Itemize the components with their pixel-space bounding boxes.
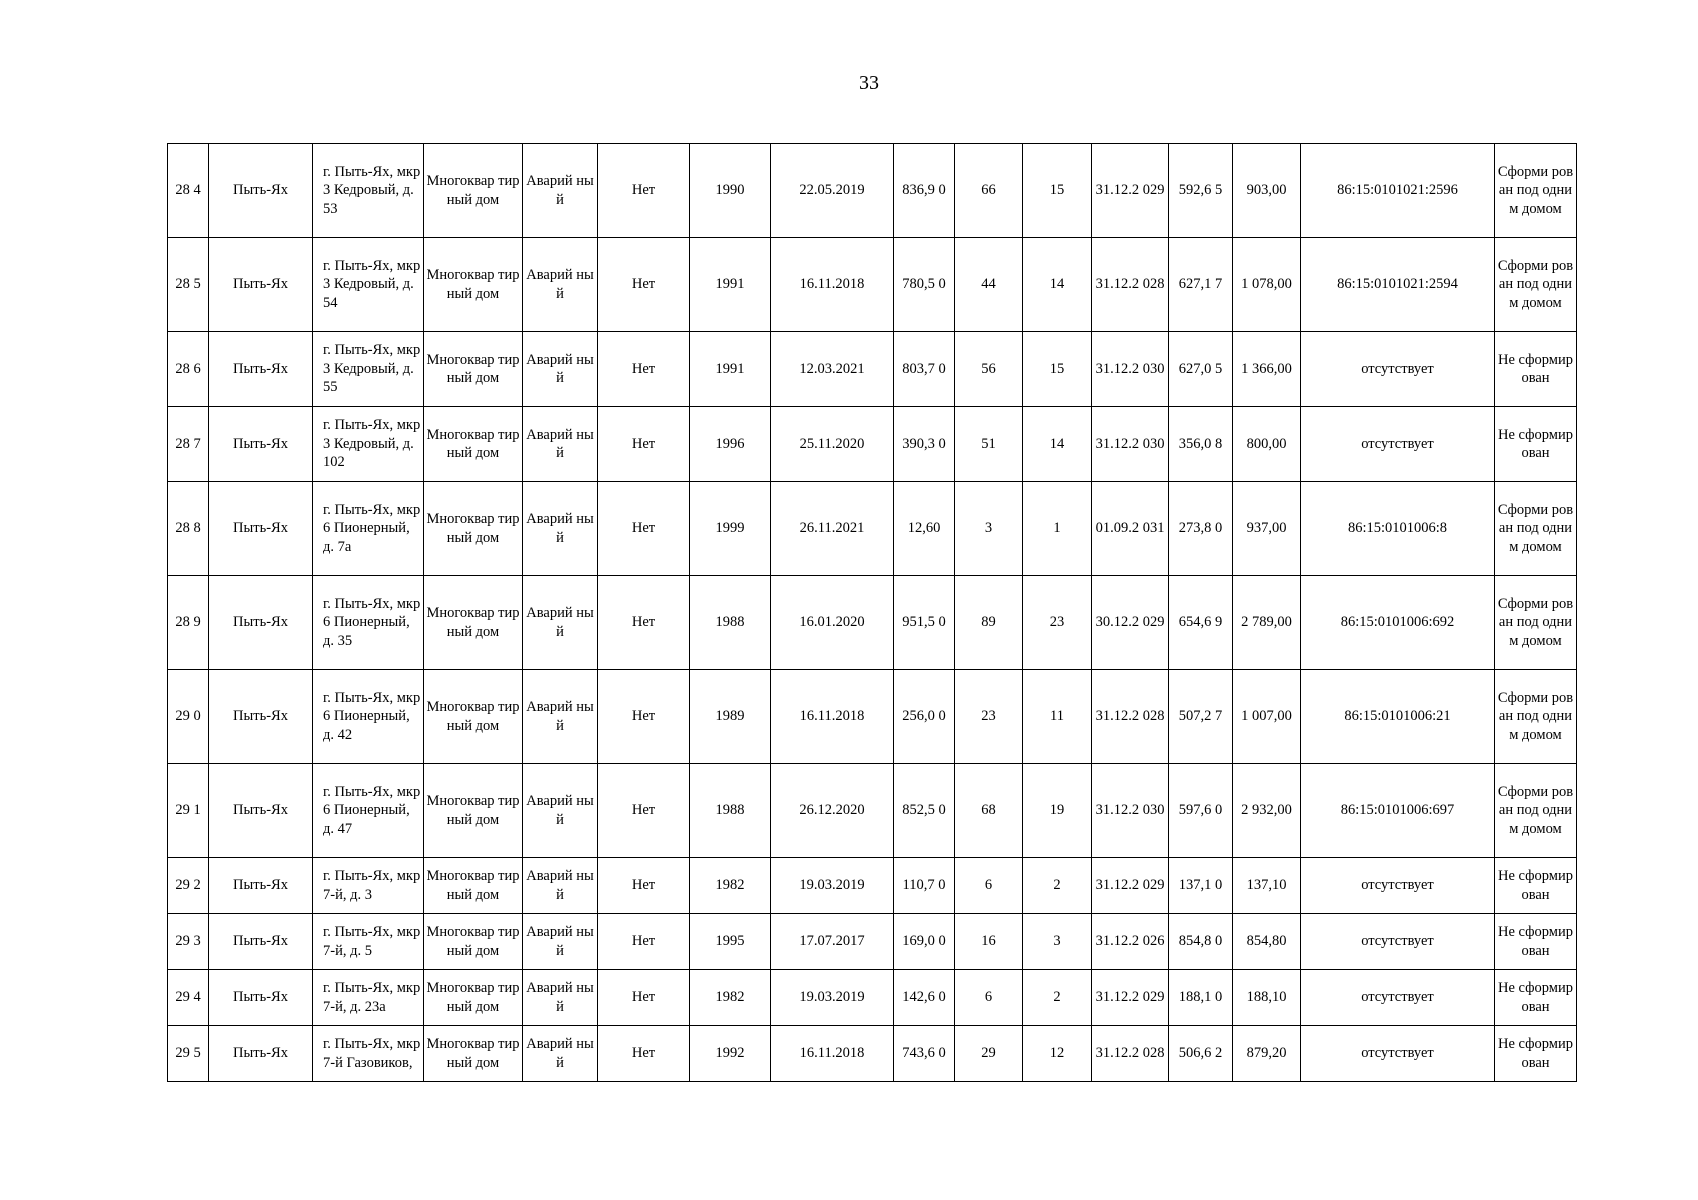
residents-cell: 6 xyxy=(955,970,1023,1026)
land-area-cell: 800,00 xyxy=(1233,407,1301,482)
address-cell: г. Пыть-Ях, мкр 6 Пионерный, д. 47 xyxy=(313,764,424,858)
row-number-cell: 28 7 xyxy=(168,407,209,482)
table-row xyxy=(168,332,1577,407)
row-number-cell: 28 4 xyxy=(168,144,209,238)
living-area-cell: 654,6 9 xyxy=(1169,576,1233,670)
address-cell: г. Пыть-Ях, мкр 7-й Газовиков, xyxy=(313,1026,424,1082)
apartments-cell: 14 xyxy=(1023,407,1092,482)
living-area-cell: 273,8 0 xyxy=(1169,482,1233,576)
row-number-cell: 29 3 xyxy=(168,914,209,970)
area-cell: 110,7 0 xyxy=(894,858,955,914)
table-row xyxy=(168,407,1577,482)
residents-cell: 16 xyxy=(955,914,1023,970)
page-number: 33 xyxy=(859,72,879,94)
living-area-cell: 507,2 7 xyxy=(1169,670,1233,764)
building-type-cell: Многоквар тирный дом xyxy=(424,970,523,1026)
city-cell: Пыть-Ях xyxy=(209,1026,313,1082)
land-area-cell: 1 007,00 xyxy=(1233,670,1301,764)
cadastral-number-cell: 86:15:0101021:2594 xyxy=(1301,238,1495,332)
year-cell: 1982 xyxy=(690,858,771,914)
year-cell: 1990 xyxy=(690,144,771,238)
living-area-cell: 592,6 5 xyxy=(1169,144,1233,238)
cadastral-number-cell: 86:15:0101021:2596 xyxy=(1301,144,1495,238)
condition-cell: Аварий ный xyxy=(523,576,598,670)
deadline-cell: 31.12.2 028 xyxy=(1092,1026,1169,1082)
year-cell: 1991 xyxy=(690,332,771,407)
building-type-cell: Многоквар тирный дом xyxy=(424,332,523,407)
condition-cell: Аварий ный xyxy=(523,858,598,914)
row-number-cell: 28 6 xyxy=(168,332,209,407)
land-status-cell: Не сформир ован xyxy=(1495,914,1577,970)
address-cell: г. Пыть-Ях, мкр 3 Кедровый, д. 54 xyxy=(313,238,424,332)
flag-cell: Нет xyxy=(598,576,690,670)
residents-cell: 89 xyxy=(955,576,1023,670)
apartments-cell: 15 xyxy=(1023,144,1092,238)
city-cell: Пыть-Ях xyxy=(209,764,313,858)
land-status-cell: Не сформир ован xyxy=(1495,332,1577,407)
area-cell: 12,60 xyxy=(894,482,955,576)
address-cell: г. Пыть-Ях, мкр 3 Кедровый, д. 53 xyxy=(313,144,424,238)
land-area-cell: 1 078,00 xyxy=(1233,238,1301,332)
deadline-cell: 31.12.2 030 xyxy=(1092,407,1169,482)
apartments-cell: 12 xyxy=(1023,1026,1092,1082)
recognition-date-cell: 16.01.2020 xyxy=(771,576,894,670)
land-status-cell: Не сформир ован xyxy=(1495,858,1577,914)
area-cell: 803,7 0 xyxy=(894,332,955,407)
city-cell: Пыть-Ях xyxy=(209,970,313,1026)
table-row xyxy=(168,970,1577,1026)
recognition-date-cell: 12.03.2021 xyxy=(771,332,894,407)
residents-cell: 51 xyxy=(955,407,1023,482)
recognition-date-cell: 26.11.2021 xyxy=(771,482,894,576)
residents-cell: 44 xyxy=(955,238,1023,332)
land-status-cell: Сформи рован под одним домом xyxy=(1495,144,1577,238)
flag-cell: Нет xyxy=(598,407,690,482)
table-row xyxy=(168,482,1577,576)
land-status-cell: Сформи рован под одним домом xyxy=(1495,482,1577,576)
area-cell: 743,6 0 xyxy=(894,1026,955,1082)
table-row xyxy=(168,764,1577,858)
address-cell: г. Пыть-Ях, мкр 7-й, д. 3 xyxy=(313,858,424,914)
cadastral-number-cell: 86:15:0101006:21 xyxy=(1301,670,1495,764)
cadastral-number-cell: отсутствует xyxy=(1301,1026,1495,1082)
city-cell: Пыть-Ях xyxy=(209,670,313,764)
living-area-cell: 188,1 0 xyxy=(1169,970,1233,1026)
building-type-cell: Многоквар тирный дом xyxy=(424,914,523,970)
area-cell: 390,3 0 xyxy=(894,407,955,482)
deadline-cell: 31.12.2 028 xyxy=(1092,238,1169,332)
land-status-cell: Не сформир ован xyxy=(1495,970,1577,1026)
land-status-cell: Сформи рован под одним домом xyxy=(1495,576,1577,670)
flag-cell: Нет xyxy=(598,238,690,332)
address-cell: г. Пыть-Ях, мкр 6 Пионерный, д. 35 xyxy=(313,576,424,670)
cadastral-number-cell: отсутствует xyxy=(1301,914,1495,970)
year-cell: 1988 xyxy=(690,764,771,858)
residents-cell: 3 xyxy=(955,482,1023,576)
flag-cell: Нет xyxy=(598,764,690,858)
condition-cell: Аварий ный xyxy=(523,407,598,482)
apartments-cell: 11 xyxy=(1023,670,1092,764)
deadline-cell: 31.12.2 029 xyxy=(1092,858,1169,914)
year-cell: 1992 xyxy=(690,1026,771,1082)
year-cell: 1999 xyxy=(690,482,771,576)
recognition-date-cell: 16.11.2018 xyxy=(771,238,894,332)
condition-cell: Аварий ный xyxy=(523,144,598,238)
living-area-cell: 854,8 0 xyxy=(1169,914,1233,970)
land-area-cell: 2 932,00 xyxy=(1233,764,1301,858)
flag-cell: Нет xyxy=(598,1026,690,1082)
flag-cell: Нет xyxy=(598,144,690,238)
condition-cell: Аварий ный xyxy=(523,970,598,1026)
building-type-cell: Многоквар тирный дом xyxy=(424,144,523,238)
address-cell: г. Пыть-Ях, мкр 6 Пионерный, д. 7а xyxy=(313,482,424,576)
row-number-cell: 29 0 xyxy=(168,670,209,764)
year-cell: 1991 xyxy=(690,238,771,332)
building-type-cell: Многоквар тирный дом xyxy=(424,238,523,332)
city-cell: Пыть-Ях xyxy=(209,238,313,332)
living-area-cell: 137,1 0 xyxy=(1169,858,1233,914)
recognition-date-cell: 25.11.2020 xyxy=(771,407,894,482)
row-number-cell: 28 5 xyxy=(168,238,209,332)
recognition-date-cell: 19.03.2019 xyxy=(771,858,894,914)
recognition-date-cell: 16.11.2018 xyxy=(771,670,894,764)
recognition-date-cell: 19.03.2019 xyxy=(771,970,894,1026)
cadastral-number-cell: отсутствует xyxy=(1301,407,1495,482)
city-cell: Пыть-Ях xyxy=(209,407,313,482)
table-row xyxy=(168,670,1577,764)
row-number-cell: 29 4 xyxy=(168,970,209,1026)
living-area-cell: 506,6 2 xyxy=(1169,1026,1233,1082)
row-number-cell: 28 9 xyxy=(168,576,209,670)
condition-cell: Аварий ный xyxy=(523,670,598,764)
table-row xyxy=(168,576,1577,670)
housing-registry-table xyxy=(167,143,1577,1082)
recognition-date-cell: 17.07.2017 xyxy=(771,914,894,970)
year-cell: 1982 xyxy=(690,970,771,1026)
building-type-cell: Многоквар тирный дом xyxy=(424,670,523,764)
residents-cell: 6 xyxy=(955,858,1023,914)
land-area-cell: 137,10 xyxy=(1233,858,1301,914)
residents-cell: 23 xyxy=(955,670,1023,764)
residents-cell: 56 xyxy=(955,332,1023,407)
deadline-cell: 31.12.2 030 xyxy=(1092,332,1169,407)
land-area-cell: 879,20 xyxy=(1233,1026,1301,1082)
land-status-cell: Не сформир ован xyxy=(1495,1026,1577,1082)
flag-cell: Нет xyxy=(598,332,690,407)
city-cell: Пыть-Ях xyxy=(209,482,313,576)
year-cell: 1989 xyxy=(690,670,771,764)
living-area-cell: 356,0 8 xyxy=(1169,407,1233,482)
recognition-date-cell: 26.12.2020 xyxy=(771,764,894,858)
living-area-cell: 597,6 0 xyxy=(1169,764,1233,858)
deadline-cell: 01.09.2 031 xyxy=(1092,482,1169,576)
building-type-cell: Многоквар тирный дом xyxy=(424,764,523,858)
row-number-cell: 29 1 xyxy=(168,764,209,858)
table-row xyxy=(168,144,1577,238)
condition-cell: Аварий ный xyxy=(523,482,598,576)
row-number-cell: 29 5 xyxy=(168,1026,209,1082)
cadastral-number-cell: 86:15:0101006:692 xyxy=(1301,576,1495,670)
cadastral-number-cell: отсутствует xyxy=(1301,970,1495,1026)
land-status-cell: Не сформир ован xyxy=(1495,407,1577,482)
land-area-cell: 2 789,00 xyxy=(1233,576,1301,670)
deadline-cell: 30.12.2 029 xyxy=(1092,576,1169,670)
table-row xyxy=(168,914,1577,970)
residents-cell: 66 xyxy=(955,144,1023,238)
area-cell: 780,5 0 xyxy=(894,238,955,332)
flag-cell: Нет xyxy=(598,858,690,914)
cadastral-number-cell: отсутствует xyxy=(1301,332,1495,407)
apartments-cell: 2 xyxy=(1023,970,1092,1026)
condition-cell: Аварий ный xyxy=(523,332,598,407)
residents-cell: 29 xyxy=(955,1026,1023,1082)
flag-cell: Нет xyxy=(598,670,690,764)
building-type-cell: Многоквар тирный дом xyxy=(424,407,523,482)
condition-cell: Аварий ный xyxy=(523,1026,598,1082)
condition-cell: Аварий ный xyxy=(523,764,598,858)
apartments-cell: 19 xyxy=(1023,764,1092,858)
address-cell: г. Пыть-Ях, мкр 3 Кедровый, д. 102 xyxy=(313,407,424,482)
area-cell: 169,0 0 xyxy=(894,914,955,970)
apartments-cell: 2 xyxy=(1023,858,1092,914)
condition-cell: Аварий ный xyxy=(523,238,598,332)
building-type-cell: Многоквар тирный дом xyxy=(424,1026,523,1082)
living-area-cell: 627,0 5 xyxy=(1169,332,1233,407)
deadline-cell: 31.12.2 030 xyxy=(1092,764,1169,858)
land-status-cell: Сформи рован под одним домом xyxy=(1495,238,1577,332)
table-row xyxy=(168,238,1577,332)
land-area-cell: 937,00 xyxy=(1233,482,1301,576)
land-status-cell: Сформи рован под одним домом xyxy=(1495,670,1577,764)
city-cell: Пыть-Ях xyxy=(209,858,313,914)
cadastral-number-cell: отсутствует xyxy=(1301,858,1495,914)
condition-cell: Аварий ный xyxy=(523,914,598,970)
area-cell: 836,9 0 xyxy=(894,144,955,238)
building-type-cell: Многоквар тирный дом xyxy=(424,576,523,670)
apartments-cell: 15 xyxy=(1023,332,1092,407)
flag-cell: Нет xyxy=(598,970,690,1026)
land-area-cell: 1 366,00 xyxy=(1233,332,1301,407)
city-cell: Пыть-Ях xyxy=(209,332,313,407)
cadastral-number-cell: 86:15:0101006:697 xyxy=(1301,764,1495,858)
address-cell: г. Пыть-Ях, мкр 7-й, д. 5 xyxy=(313,914,424,970)
living-area-cell: 627,1 7 xyxy=(1169,238,1233,332)
land-area-cell: 188,10 xyxy=(1233,970,1301,1026)
deadline-cell: 31.12.2 028 xyxy=(1092,670,1169,764)
residents-cell: 68 xyxy=(955,764,1023,858)
apartments-cell: 23 xyxy=(1023,576,1092,670)
row-number-cell: 28 8 xyxy=(168,482,209,576)
year-cell: 1995 xyxy=(690,914,771,970)
land-area-cell: 854,80 xyxy=(1233,914,1301,970)
land-status-cell: Сформи рован под одним домом xyxy=(1495,764,1577,858)
city-cell: Пыть-Ях xyxy=(209,576,313,670)
area-cell: 142,6 0 xyxy=(894,970,955,1026)
year-cell: 1996 xyxy=(690,407,771,482)
deadline-cell: 31.12.2 029 xyxy=(1092,970,1169,1026)
apartments-cell: 1 xyxy=(1023,482,1092,576)
apartments-cell: 3 xyxy=(1023,914,1092,970)
address-cell: г. Пыть-Ях, мкр 3 Кедровый, д. 55 xyxy=(313,332,424,407)
table-body xyxy=(168,144,1577,1082)
flag-cell: Нет xyxy=(598,482,690,576)
recognition-date-cell: 22.05.2019 xyxy=(771,144,894,238)
table-row xyxy=(168,858,1577,914)
recognition-date-cell: 16.11.2018 xyxy=(771,1026,894,1082)
area-cell: 256,0 0 xyxy=(894,670,955,764)
address-cell: г. Пыть-Ях, мкр 7-й, д. 23а xyxy=(313,970,424,1026)
row-number-cell: 29 2 xyxy=(168,858,209,914)
year-cell: 1988 xyxy=(690,576,771,670)
city-cell: Пыть-Ях xyxy=(209,144,313,238)
building-type-cell: Многоквар тирный дом xyxy=(424,482,523,576)
deadline-cell: 31.12.2 029 xyxy=(1092,144,1169,238)
apartments-cell: 14 xyxy=(1023,238,1092,332)
cadastral-number-cell: 86:15:0101006:8 xyxy=(1301,482,1495,576)
land-area-cell: 903,00 xyxy=(1233,144,1301,238)
table-row xyxy=(168,1026,1577,1082)
flag-cell: Нет xyxy=(598,914,690,970)
area-cell: 852,5 0 xyxy=(894,764,955,858)
address-cell: г. Пыть-Ях, мкр 6 Пионерный, д. 42 xyxy=(313,670,424,764)
city-cell: Пыть-Ях xyxy=(209,914,313,970)
deadline-cell: 31.12.2 026 xyxy=(1092,914,1169,970)
area-cell: 951,5 0 xyxy=(894,576,955,670)
building-type-cell: Многоквар тирный дом xyxy=(424,858,523,914)
